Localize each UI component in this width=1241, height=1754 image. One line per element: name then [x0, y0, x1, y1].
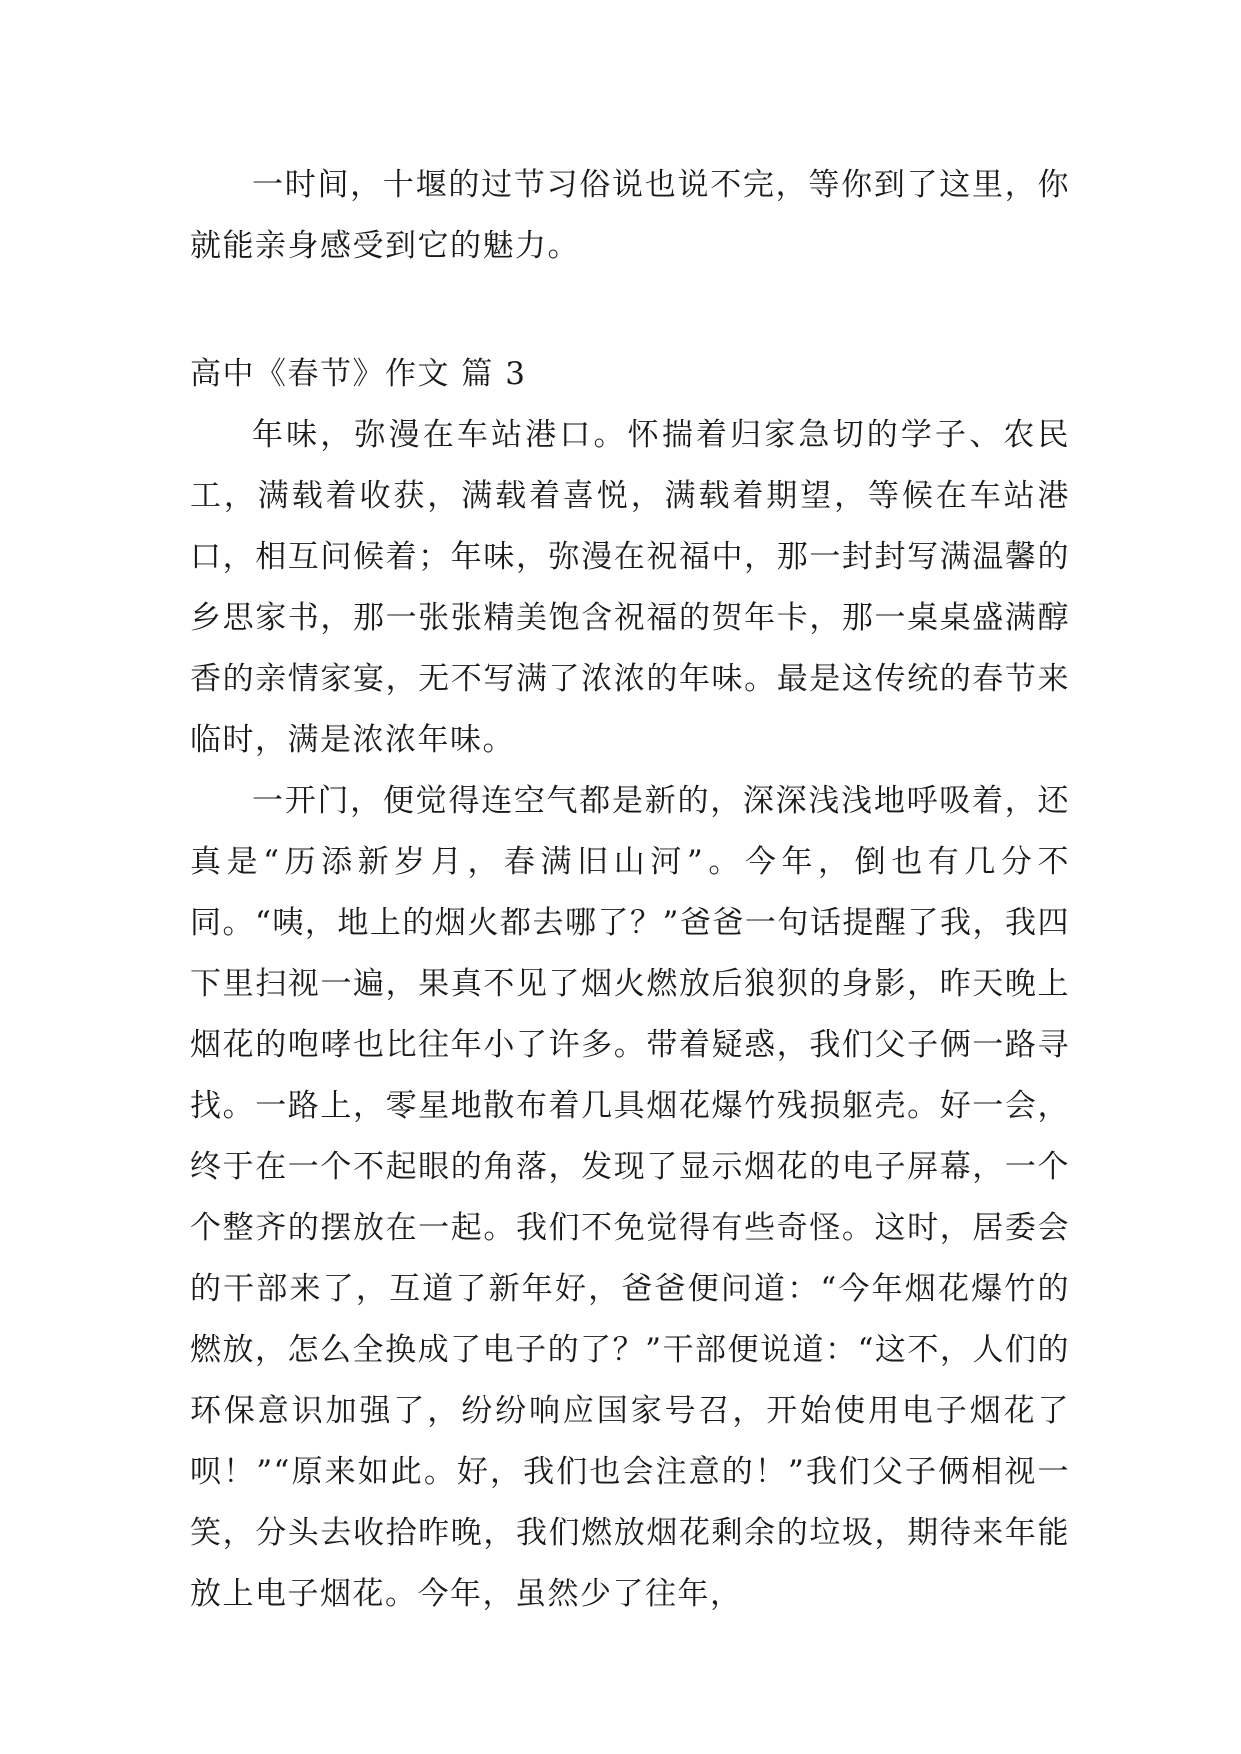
paragraph-nianwei: 年味，弥漫在车站港口。怀揣着归家急切的学子、农民工，满载着收获，满载着喜悦，满载着期望，等候在车站港口，相互问候着；年味，弥漫在祝福中，那一封封写满温馨的乡思家书，那一张张精美饱含祝福的贺年卡，那一桌桌盛满醇香的亲情家宴，无不写满了浓浓的年味。最是这传统的春节来临时，满是浓浓年味。: [190, 417, 1070, 758]
paragraph-customs-closing: 一时间，十堰的过节习俗说也说不完，等你到了这里，你就能亲身感受到它的魅力。: [190, 167, 1070, 264]
paragraph-electronic-fireworks: 一开门，便觉得连空气都是新的，深深浅浅地呼吸着，还真是“历添新岁月，春满旧山河”。今年，倒也有几分不同。“咦，地上的烟火都去哪了？”爸爸一句话提醒了我，我四下里扫视一遍，果真不见了烟火燃放后狼狈的身影，昨天晚上烟花的咆哮也比往年小了许多。带着疑惑，我们父子俩一路寻找。一路上，零星地散布着几具烟花爆竹残损躯壳。好一会，终于在一个不起眼的角落，发现了显示烟花的电子屏幕，一个个整齐的摆放在一起。我们不免觉得有些奇怪。这时，居委会的干部来了，互道了新年好，爸爸便问道：“今年烟花爆竹的燃放，怎么全换成了电子的了？”干部便说道：“这不，人们的环保意识加强了，纷纷响应国家号召，开始使用电子烟花了呗！”“原来如此。好，我们也会注意的！”我们父子俩相视一笑，分头去收拾昨晚，我们燃放烟花剩余的垃圾，期待来年能放上电子烟花。今年，虽然少了往年，: [190, 783, 1070, 1612]
document-body: [190, 155, 1070, 1625]
essay-title: 高中《春节》作文 篇 3: [190, 356, 527, 392]
